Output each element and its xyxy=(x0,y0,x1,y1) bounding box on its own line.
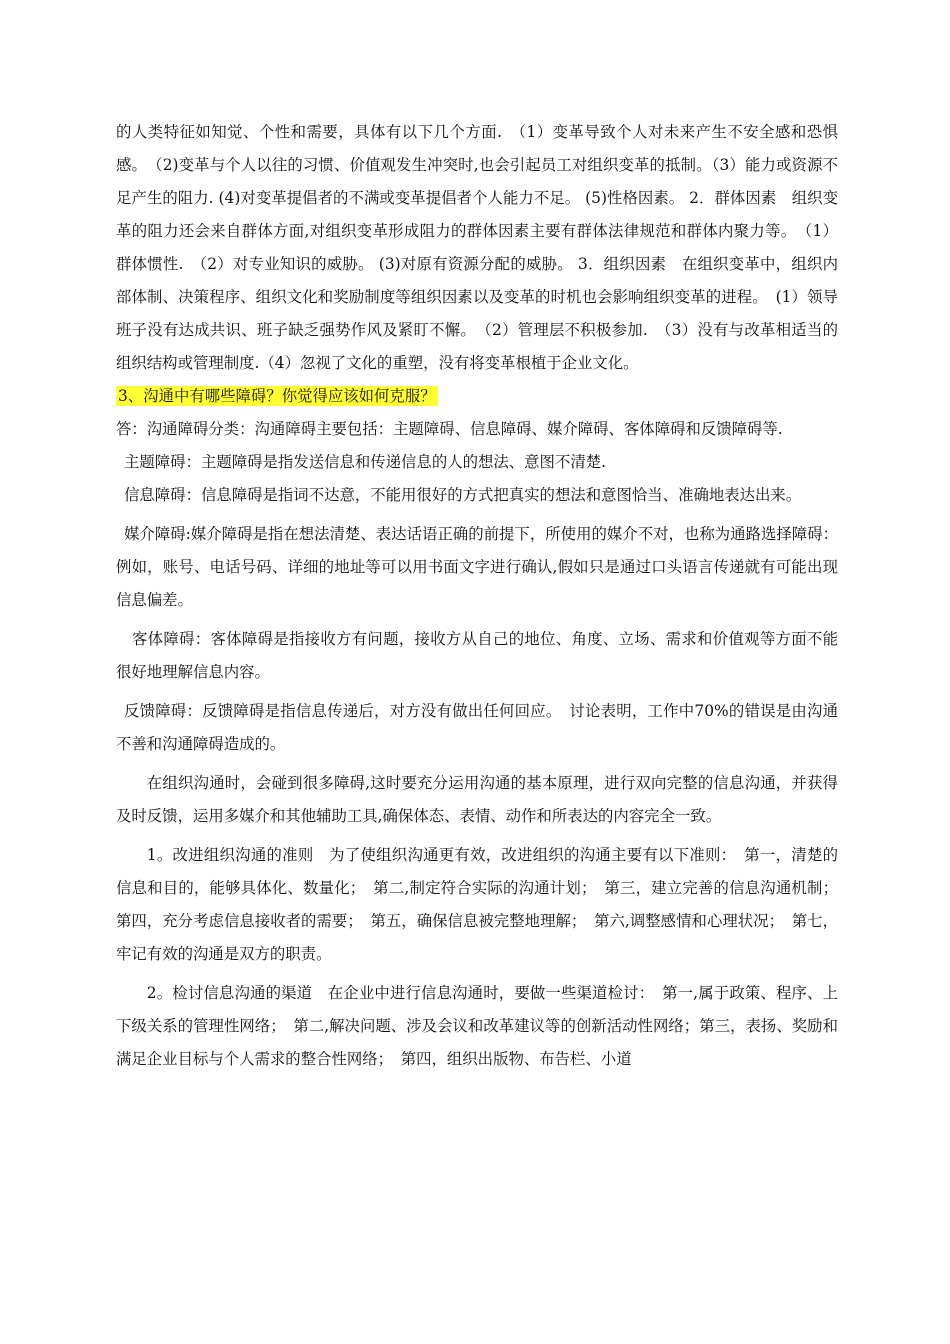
answer-intro: 答：沟通障碍分类：沟通障碍主要包括：主题障碍、信息障碍、媒介障碍、客体障碍和反馈障碍等. xyxy=(116,420,783,438)
overview-paragraph: 在组织沟通时，会碰到很多障碍,这时要充分运用沟通的基本原理，进行双向完整的信息沟通，并获得及时反馈，运用多媒介和其他辅助工具,确保体态、表情、动作和所表达的内容完全一致。 xyxy=(116,774,838,825)
question-heading xyxy=(116,382,838,411)
intro-paragraph: 的人类特征如知觉、个性和需要，具体有以下几个方面. （1）变革导致个人对未来产生不安全感和恐惧感。 （2)变革与个人以往的习惯、价值观发生冲突时,也会引起员工对组织变革的抵制。（3）能力或资源不足产生的阻力. (4)对变革提倡者的不满或变革提倡者个人能力不足。 (5)性格因素。 2．群体因素 组织变革的阻力还会来自群体方面,对组织变革形成阻力的群体因素主要有群体法律规范和群体内聚力等。 （1）群体惯性. （2）对专业知识的威胁。 (3)对原有资源分配的威胁。 3．组织因素 在组织变革中，组织内部体制、决策程序、组织文化和奖励制度等组织因素以及变革的时机也会影响组织变革的进程。 (1）领导班子没有达成共识、班子缺乏强势作风及紧盯不懈。 （2）管理层不积极参加. （3）没有与改革相适当的组织结构或管理制度.（4）忽视了文化的重塑，没有将变革根植于企业文化。 xyxy=(116,123,838,372)
info-barrier-paragraph: 信息障碍：信息障碍是指词不达意，不能用很好的方式把真实的想法和意图恰当、准确地表达出来。 xyxy=(124,486,802,504)
object-barrier-paragraph: 客体障碍：客体障碍是指接收方有问题，接收方从自己的地位、角度、立场、需求和价值观等方面不能很好地理解信息内容。 xyxy=(116,630,838,681)
document-body xyxy=(116,116,838,1076)
channels-paragraph: 2。检讨信息沟通的渠道 在企业中进行信息沟通时，要做一些渠道检讨： 第一,属于政策、程序、上下级关系的管理性网络； 第二,解决问题、涉及会议和改革建议等的创新活动性网络；第三，表扬、奖励和满足企业目标与个人需求的整合性网络； 第四，组织出版物、布告栏、小道 xyxy=(116,984,838,1068)
feedback-barrier-paragraph: 反馈障碍：反馈障碍是指信息传递后，对方没有做出任何回应。 讨论表明，工作中70%的错误是由沟通不善和沟通障碍造成的。 xyxy=(116,702,838,753)
topic-barrier-paragraph: 主题障碍：主题障碍是指发送信息和传递信息的人的想法、意图不清楚. xyxy=(124,453,607,471)
media-barrier-paragraph: 媒介障碍:媒介障碍是指在想法清楚、表达话语正确的前提下，所使用的媒介不对，也称为通路选择障碍：例如，账号、电话号码、详细的地址等可以用书面文字进行确认,假如只是通过口头语言传递就有可能出现信息偏差。 xyxy=(116,525,838,609)
highlighted-question: 3、沟通中有哪些障碍？你觉得应该如何克服？ xyxy=(118,387,436,405)
principles-paragraph: 1。改进组织沟通的准则 为了使组织沟通更有效，改进组织的沟通主要有以下准则： 第一，清楚的信息和目的，能够具体化、数量化； 第二,制定符合实际的沟通计划； 第三，建立完善的信息沟通机制；第四，充分考虑信息接收者的需要； 第五，确保信息被完整地理解； 第六,调整感情和心理状况； 第七，牢记有效的沟通是双方的职责。 xyxy=(116,846,838,963)
